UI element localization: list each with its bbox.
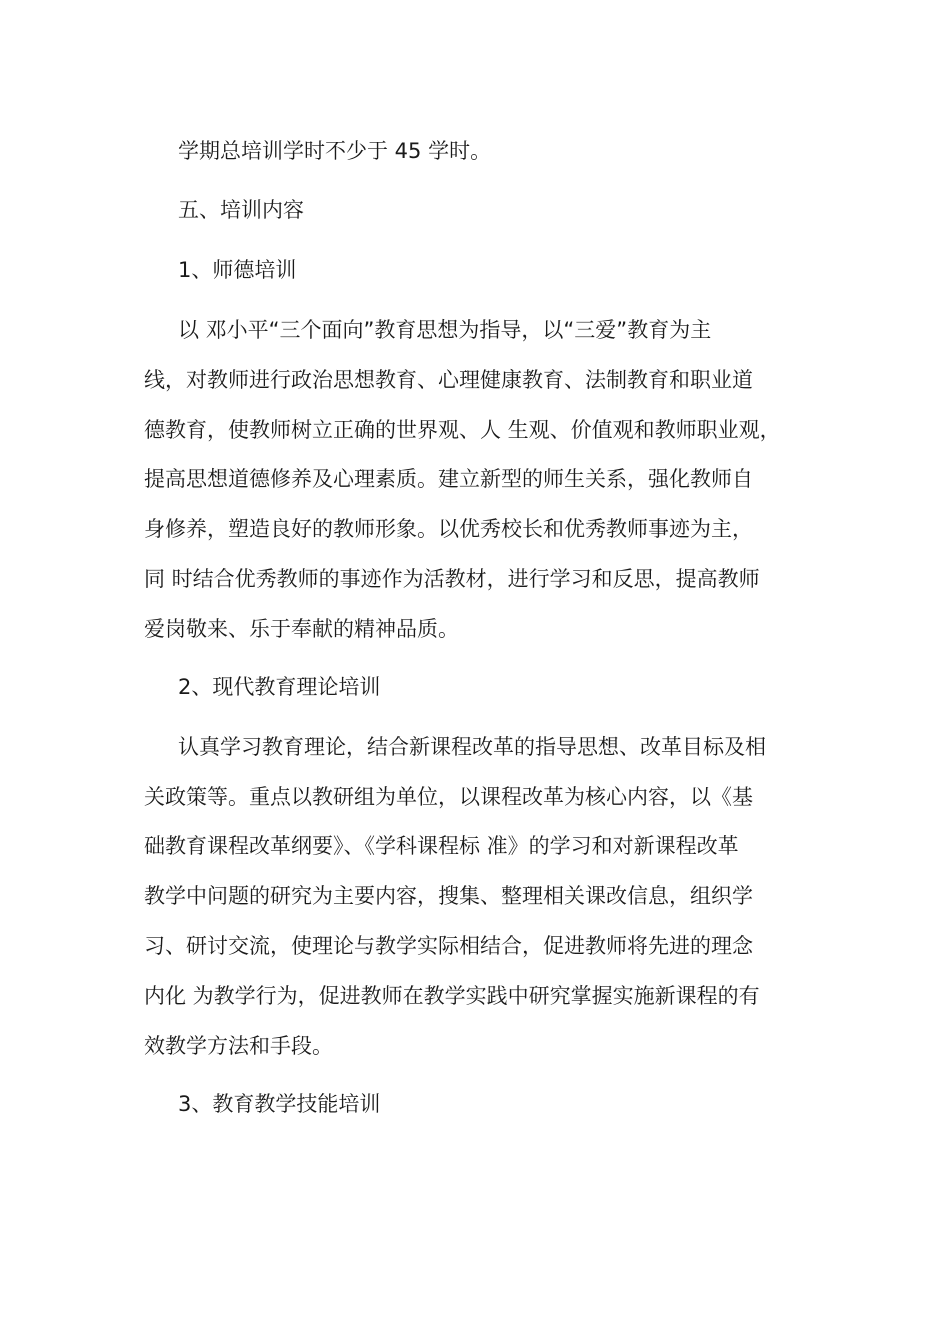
subheading-ethics-training: 1、师德培训 [178, 258, 297, 282]
paragraph-line: 德教育，使教师树立正确的世界观、人 生观、价值观和教师职业观， [144, 418, 781, 442]
paragraph-line: 关政策等。重点以教研组为单位，以课程改革为核心内容，以《基 [144, 785, 753, 809]
hours-sentence: 学期总培训学时不少于 45 学时。 [178, 139, 492, 163]
paragraph-line: 教学中问题的研究为主要内容，搜集、整理相关课改信息，组织学 [144, 884, 753, 908]
paragraph-line: 效教学方法和手段。 [144, 1034, 333, 1058]
paragraph-line: 同 时结合优秀教师的事迹作为活教材，进行学习和反思，提高教师 [144, 567, 760, 591]
subheading-teaching-skills-training: 3、教育教学技能培训 [178, 1092, 381, 1116]
paragraph-line: 以 邓小平“三个面向”教育思想为指导，以“三爱”教育为主 [178, 318, 712, 342]
paragraph-line: 身修养，塑造良好的教师形象。以优秀校长和优秀教师事迹为主， [144, 517, 753, 541]
paragraph-line: 习、研讨交流，使理论与教学实际相结合，促进教师将先进的理念 [144, 934, 753, 958]
paragraph-line: 础教育课程改革纲要》、《学科课程标 准》的学习和对新课程改革 [144, 834, 739, 858]
paragraph-line: 爱岗敬来、乐于奉献的精神品质。 [144, 617, 459, 641]
section-heading-training-content: 五、培训内容 [178, 198, 304, 222]
paragraph-line: 内化 为教学行为，促进教师在教学实践中研究掌握实施新课程的有 [144, 984, 760, 1008]
paragraph-line: 线，对教师进行政治思想教育、心理健康教育、法制教育和职业道 [144, 368, 753, 392]
paragraph-line: 认真学习教育理论，结合新课程改革的指导思想、改革目标及相 [178, 735, 766, 759]
paragraph-line: 提高思想道德修养及心理素质。建立新型的师生关系，强化教师自 [144, 467, 753, 491]
subheading-modern-theory-training: 2、现代教育理论培训 [178, 675, 381, 699]
